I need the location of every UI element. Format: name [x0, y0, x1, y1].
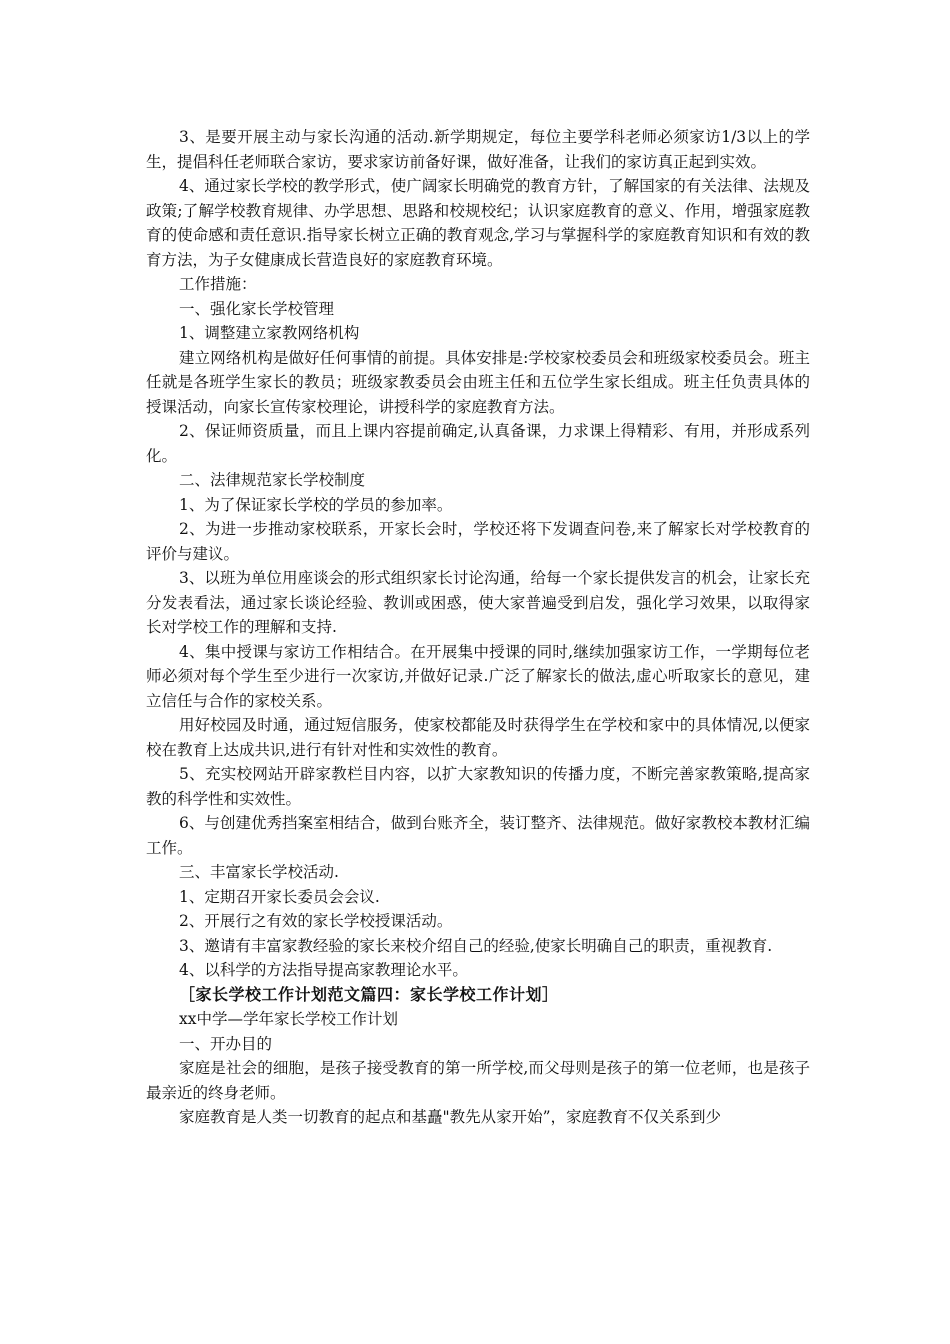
document-body	[146, 125, 810, 1130]
article-title: ［家长学校工作计划范文篇四：家长学校工作计划］	[179, 984, 559, 1004]
paragraph: 1、定期召开家长委员会会议.	[179, 887, 380, 906]
paragraph: 3、以班为单位用座谈会的形式组织家长讨论沟通，给每一个家长提供发言的机会，让家长充分发表看法，通过家长谈论经验、教训或困惑，使大家普遍受到启发，强化学习效果，以取得家长对学校工作的理解和支持.	[146, 569, 810, 636]
paragraph: 用好校园及时通，通过短信服务，使家校都能及时获得学生在学校和家中的具体情况,以便家校在教育上达成共识,进行有针对性和实效性的教育。	[146, 716, 810, 759]
paragraph: 家庭是社会的细胞，是孩子接受教育的第一所学校,而父母则是孩子的第一位老师，也是孩子最亲近的终身老师。	[146, 1059, 810, 1102]
paragraph: 2、保证师资质量，而且上课内容提前确定,认真备课，力求课上得精彩、有用，并形成系列化。	[146, 422, 810, 465]
paragraph: 1、为了保证家长学校的学员的参加率。	[179, 495, 453, 514]
document-subtitle: xx中学—学年家长学校工作计划	[179, 1010, 398, 1028]
section-heading: 二、法律规范家长学校制度	[179, 471, 366, 489]
section-heading: 一、开办目的	[179, 1034, 273, 1053]
paragraph: 5、充实校网站开辟家教栏目内容，以扩大家教知识的传播力度，不断完善家教策略,提高家教的科学性和实效性。	[146, 765, 810, 808]
section-heading: 三、丰富家长学校活动.	[179, 863, 339, 881]
subsection-heading: 1、调整建立家教网络机构	[179, 324, 360, 342]
section-heading: 一、强化家长学校管理	[179, 299, 335, 318]
paragraph: 4、以科学的方法指导提高家教理论水平。	[179, 961, 468, 979]
paragraph: 家庭教育是人类一切教育的起点和基矗"教先从家开始”，家庭教育不仅关系到少	[179, 1108, 722, 1126]
paragraph: 3、是要开展主动与家长沟通的活动.新学期规定，每位主要学科老师必须家访1/3以上的学生，提倡科任老师联合家访，要求家访前备好课，做好准备，让我们的家访真正起到实效。	[146, 128, 810, 171]
paragraph: 6、与创建优秀挡案室相结合，做到台账齐全，装订整齐、法律规范。做好家教校本教材汇编工作。	[146, 814, 810, 857]
paragraph: 2、开展行之有效的家长学校授课活动。	[179, 912, 453, 930]
paragraph: 2、为进一步推动家校联系，开家长会时，学校还将下发调查问卷,来了解家长对学校教育的评价与建议。	[146, 520, 810, 563]
paragraph: 建立网络机构是做好任何事情的前提。具体安排是:学校家校委员会和班级家校委员会。班主任就是各班学生家长的教员；班级家教委员会由班主任和五位学生家长组成。班主任负责具体的授课活动，向家长宣传家校理论，讲授科学的家庭教育方法。	[146, 348, 810, 416]
paragraph: 3、邀请有丰富家教经验的家长来校介绍自己的经验,使家长明确自己的职责，重视教育.	[179, 936, 773, 955]
paragraph: 4、通过家长学校的教学形式，使广阔家长明确党的教育方针，了解国家的有关法律、法规及政策;了解学校教育规律、办学思想、思路和校规校纪；认识家庭教育的意义、作用，增强家庭教育的使命感和责任意识.指导家长树立正确的教育观念,学习与掌握科学的家庭教育知识和有效的教育方法，为子女健康成长营造良好的家庭教育环境。	[146, 177, 810, 269]
paragraph: 4、集中授课与家访工作相结合。在开展集中授课的同时,继续加强家访工作，一学期每位老师必须对每个学生至少进行一次家访,并做好记录.广泛了解家长的做法,虚心听取家长的意见，建立信任与合作的家校关系。	[146, 642, 810, 710]
paragraph: 工作措施：	[179, 275, 257, 293]
